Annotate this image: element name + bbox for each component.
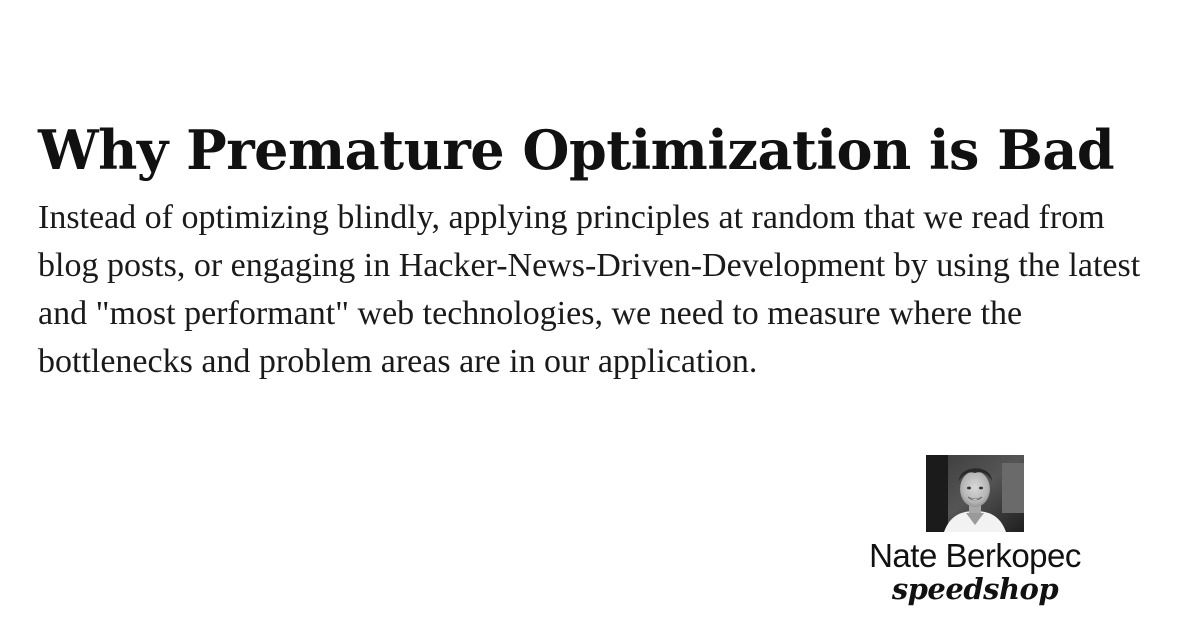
article-title: Why Premature Optimization is Bad — [38, 118, 1115, 182]
brand-logo: speedshop — [891, 572, 1059, 606]
author-block — [850, 455, 1100, 606]
author-avatar — [926, 455, 1024, 532]
author-name: Nate Berkopec — [869, 537, 1081, 574]
article-excerpt: Instead of optimizing blindly, applying principles at random that we read from blog posts, or engaging in Hacker-News-Driven-Development by using the latest and "most performant" web technologies, we need to measure where the bottlenecks and problem areas are in our application. — [38, 199, 1141, 380]
author-portrait-icon — [926, 455, 1024, 532]
